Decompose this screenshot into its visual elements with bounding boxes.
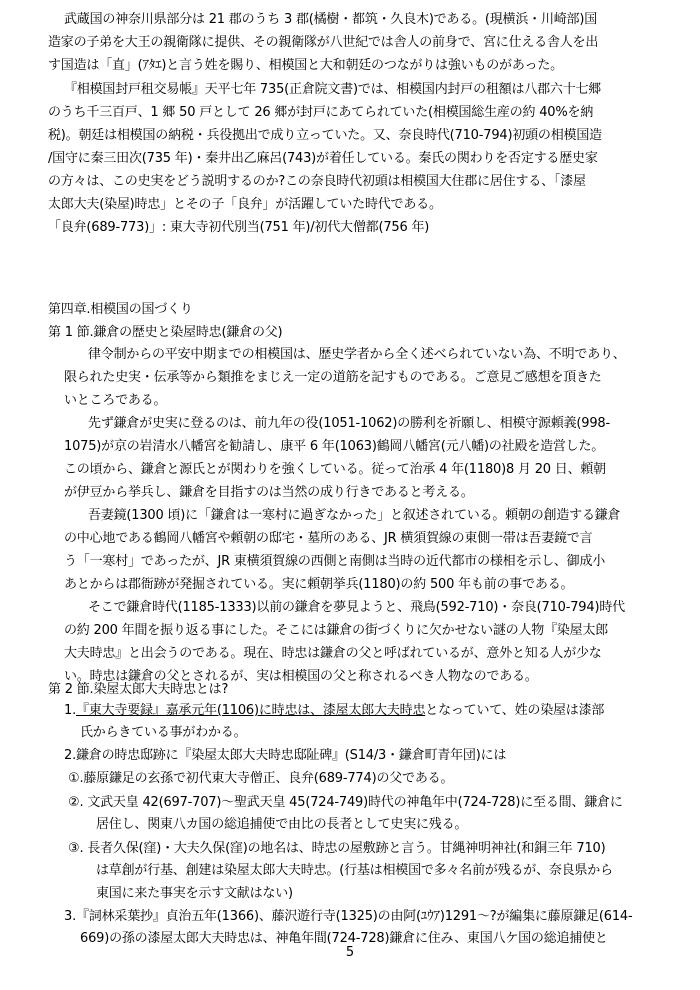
paragraph-line: のうち千三百戸、1 郷 50 戸として 26 郷が封戸にあてられていた(相模国総生産の約 40%を納 [48,105,594,120]
paragraph-line: す国造は「直」(ｱﾀｴ)と言う姓を賜り、相模国と大和朝廷のつながりは強いものがあった。 [48,58,563,73]
paragraph-line: いところである。 [64,393,167,408]
page-number: 5 [345,945,355,960]
paragraph-line: 限られた史実・伝承等から類推をまじえ一定の道筋を記すものである。ご意見ご感想を頂きた [64,370,602,385]
sub-item-3: ③. 長者久保(窪)・大夫久保(窪)の地名は、時忠の屋敷跡と言う。甘縄神明神社(和銅三年 710) [68,841,606,856]
list-item-3: 3.『詞林采葉抄』貞治五年(1366)、藤沢遊行寺(1325)の由阿(ﾕｳｱ)1291～?が編集に藤原鎌足(614- [64,909,633,924]
chapter-title: 第四章.相模国の国づくり [48,302,193,317]
paragraph-line: 「良弁(689-773)」: 東大寺初代別当(751 年)/初代大僧都(756 年) [48,220,430,235]
paragraph-line: あとからは郡衙跡が発掘されている。実に頼朝挙兵(1180)の約 500 年も前の事である。 [64,577,574,592]
sub-item-2-cont: 居住し、関東八カ国の総追捕使で由比の長者として史実に残る。 [96,817,468,832]
section-2-title: 第 2 節.染屋太郎大夫時忠とは? [48,682,229,697]
paragraph-line: この頃から、鎌倉と源氏とが関わりを強くしている。従って治承 4 年(1180)8 月 20 日、頼朝 [64,462,606,477]
list-item-1: 1.『東大寺要録』嘉承元年(1106)に時忠は、漆屋太郎大夫時忠となっていて、姓の染屋は漆部 [64,703,605,718]
person-name: 漆屋太郎大夫時忠 [322,703,426,718]
list-item-1-cont: 氏からきている事がわかる。 [80,725,247,740]
paragraph-line: う「一寒村」であったが、JR 東横須賀線の西側と南側は当時の近代都市の様相を示し、御成小 [64,554,606,569]
paragraph-line: 先ず鎌倉が史実に登るのは、前九年の役(1051-1062)の勝利を祈願し、相模守源頼義(998- [88,416,610,431]
paragraph-line: い。時忠は鎌倉の父とされるが、実は相模国の父と称されるべき人物なのである。 [64,669,538,684]
paragraph-line: の中心地である鶴岡八幡宮や頼朝の邸宅・墓所のある、JR 横須賀線の東側一帯は吾妻鏡で言 [64,531,593,546]
paragraph-line: 大夫時忠』と出会うのである。現在、時忠は鎌倉の父と呼ばれているが、意外と知る人が少な [64,646,602,661]
sub-item-3-cont2: 東国に来た事実を示す文献はない) [96,886,293,901]
paragraph-line: 『相模国封戸租交易帳』天平七年 735(正倉院文書)では、相模国内封戸の租額は八郡六十七郷 [64,82,602,97]
list-item-3-cont: 669)の孫の漆屋太郎大夫時忠は、神亀年間(724-728)鎌倉に住み、東国八ケ国の総追捕使と [80,931,608,946]
paragraph-line: 1075)が京の岩清水八幡宮を勧請し、康平 6 年(1063)鶴岡八幡宮(元八幡)の社殿を造営した。 [64,439,605,454]
paragraph-line: の方々は、この史実をどう説明するのか?この奈良時代初頭は相模国大住郡に居住する、「漆屋 [48,174,586,189]
source-title: 『東大寺要録』 [76,703,166,718]
paragraph-line: /国守に秦三田次(735 年)・秦井出乙麻呂(743)が着任している。秦氏の関わりを否定する歴史家 [48,151,598,166]
paragraph-line: が伊豆から挙兵し、鎌倉を目指すのは当然の成り行きであると考える。 [64,485,474,500]
list-item-2: 2.鎌倉の時忠邸跡に『染屋太郎大夫時忠邸阯碑』(S14/3・鎌倉町青年団)には [64,748,507,763]
paragraph-line: 律令制からの平安中期までの相模国は、歴史学者から全く述べられていない為、不明であり、 [88,347,626,362]
paragraph-line: 太郎大夫(染屋)時忠」とその子「良弁」が活躍していた時代である。 [48,197,442,212]
sub-item-2: ②. 文武天皇 42(697-707)～聖武天皇 45(724-749)時代の神亀年中(724-728)に至る間、鎌倉に [68,795,623,810]
sub-item-1: ①.藤原鎌足の玄孫で初代東大寺僧正、良弁(689-774)の父である。 [68,771,454,786]
paragraph-line: 吾妻鏡(1300 頃)に「鎌倉は一寒村に過ぎなかった」と叙述されている。頼朝の創造する鎌倉 [88,508,621,523]
paragraph-line: 造家の子弟を大王の親衛隊に提供、その親衛隊が八世紀では舎人の前身で、宮に仕える舎人を出 [48,35,599,50]
paragraph-line: の約 200 年間を振り返る事にした。そこには鎌倉の街づくりに欠かせない謎の人物『染屋太郎 [64,623,609,638]
paragraph-line: 武蔵国の神奈川県部分は 21 郡のうち 3 郡(橘樹・都筑・久良木)である。(現横浜・川崎部)国 [64,12,598,27]
section-1-title: 第 1 節.鎌倉の歴史と染屋時忠(鎌倉の父) [48,325,283,340]
sub-item-3-cont: は草創が行基、創建は染屋太郎大夫時忠。(行基は相模国で多々名前が残るが、奈良県から [96,863,613,878]
paragraph-line: 税)。朝廷は相模国の納税・兵役拠出で成り立っていた。又、奈良時代(710-794)初頭の相模国造 [48,128,602,143]
paragraph-line: そこで鎌倉時代(1185-1333)以前の鎌倉を夢見ようと、飛鳥(592-710)・奈良(710-794)時代 [88,600,625,615]
